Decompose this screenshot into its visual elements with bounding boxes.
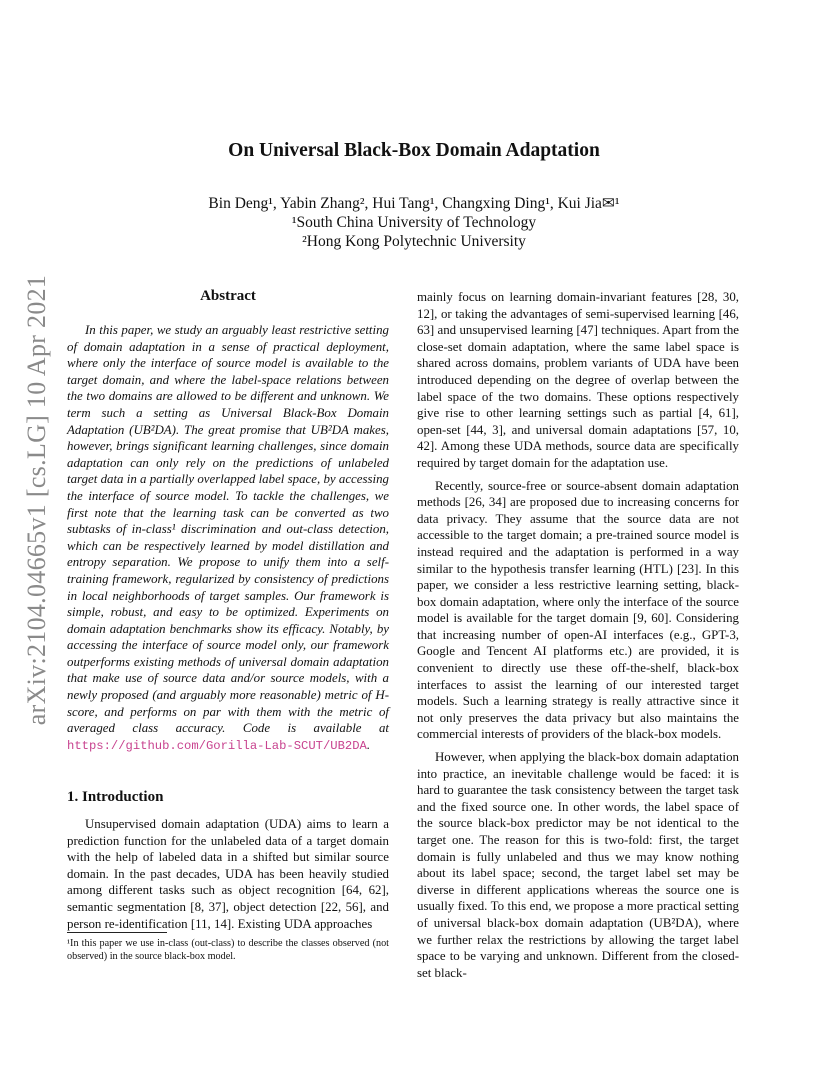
code-url-link[interactable]: https://github.com/Gorilla-Lab-SCUT/UB2DA [67,738,367,753]
abstract-text: In this paper, we study an arguably least restrictive setting of domain adaptation in a sense of practical deployment, where only the interface of source model is available to the target domain, and where the label-space relations between the two domains are allowed to be different and unknown. We term such a setting as Universal Black-Box Domain Adaptation (UB²DA). The great promise that UB²DA makes, however, brings significant learning challenges, since domain adaptation can only rely on the predictions of unlabeled target data in a partially overlapped label space, by accessing the interface of source model. To tackle the challenges, we first note that the learning task can be converted as two subtasks of in-class¹ discrimination and out-class detection, which can be respectively learned by model distillation and entropy separation. We propose to unify them into a self-training framework, regularized by consistency of predictions in local neighborhoods of target samples. Our framework is simple, robust, and easy to be optimized. Experiments on domain adaptation benchmarks show its efficacy. Notably, by accessing the interface of source model only, our framework outperforms existing methods of universal domain adaptation that make use of source data and/or source models, with a newly proposed (and arguably more reasonable) metric of H-score, and performs on par with them with the metric of averaged class accuracy. Code is available at [67,323,389,736]
affiliation-scut: ¹South China University of Technology [291,214,537,231]
intro-paragraph: Unsupervised domain adaptation (UDA) aims to learn a prediction function for the unlabeled data of a target domain with the help of labeled data in a shifted but similar source domain. In the past decades, UDA has been heavily studied among different tasks such as object recognition [64, 62], semantic segmentation [8, 37], object detection [22, 56], and person re-identification [11, 14]. Existing UDA approaches [67,817,389,931]
affiliation-polyu: ²Hong Kong Polytechnic University [302,233,526,250]
abstract-body: In this paper, we study an arguably least restrictive setting of domain adaptation in a sense of practical deployment, where only the interface of source model is available to the target domain, and where the label-space relations between the two domains are allowed to be different and unknown. We term such a setting as Universal Black-Box Domain Adaptation (UB²DA). The great promise that UB²DA makes, however, brings significant learning challenges, since domain adaptation can only rely on the predictions of unlabeled target data in a partially overlapped label space, by accessing the interface of source model. To tackle the challenges, we first note that the learning task can be converted as two subtasks of in-class¹ discrimination and out-class detection, which can be respectively learned by model distillation and entropy separation. We propose to unify them into a self-training framework, regularized by consistency of predictions in local neighborhoods of target samples. Our framework is simple, robust, and easy to be optimized. Experiments on domain adaptation benchmarks show its efficacy. Notably, by accessing the interface of source model only, our framework outperforms existing methods of universal domain adaptation that make use of source data and/or source models, with a newly proposed (and arguably more reasonable) metric of H-score, and performs on par with them with the metric of averaged class accuracy. Code is available at https://github.com/Gorilla-Lab-SCUT/UB2DA. [67,323,389,753]
abstract-heading: Abstract [200,288,256,304]
arxiv-identifier-text: arXiv:2104.04665v1 [cs.LG] 10 Apr 2021 [22,274,51,726]
right-paragraph-3: However, when applying the black-box domain adaptation into practice, an inevitable challenge would be faced: it is hard to guarantee the task consistency between the target task and the fixed source one. In other words, the label space of the source black-box predictor may be not identical to the target one. The reason for this is two-fold: first, the target domain is fully unlabeled and thus we may know nothing about its label space; second, the target label set may be diverse in different applications whereas the source one is usually fixed. To this end, we propose a more practical setting of universal black-box domain adaptation (UB²DA), where we further relax the restrictions by allowing the target label space to be varying and unknown. Different from the closed-set black- [417,750,739,980]
section-heading-introduction: 1. Introduction [67,789,164,805]
right-paragraph-2: Recently, source-free or source-absent domain adaptation methods [26, 34] are proposed due to increasing concerns for data privacy. They assume that the source data are not accessible to the target domain; a pre-trained source model is instead required and the adaptation is performed in a way similar to the hypothesis transfer learning (HTL) [23]. In this paper, we consider a less restrictive learning setting, black-box domain adaptation, where only the interface of the source model is available for the target domain [9, 60]. Considering that increasing number of open-AI interfaces (e.g., GPT-3, Google and Tencent AI platforms etc.) are provided, it is convenient to directly use these off-the-shelf, black-box interfaces to assist the learning of our interested target models. Such a learning strategy is really attractive since it not only preserves the data privacy but also maintains the commercial interests of providers of the black-box models. [417,478,739,742]
intro-right-column [417,289,739,987]
paper-title: On Universal Black-Box Domain Adaptation [228,140,600,161]
footnote-divider [67,932,167,933]
intro-left-column [67,816,389,932]
author-list: Bin Deng¹, Yabin Zhang², Hui Tang¹, Changxing Ding¹, Kui Jia✉¹ [208,195,620,212]
right-paragraph-1: mainly focus on learning domain-invariant features [28, 30, 12], or taking the advantages of semi-supervised learning [46, 63] and unsupervised learning [47] techniques. Apart from the close-set domain adaptation, where the same label space is shared across domains, problem variants of UDA have been introduced depending on the degree of overlap between the label space of the two domains. These options respectively give rise to other learning settings such as partial [4, 61], open-set [44, 3], and universal domain adaptations [57, 10, 42]. Among these UDA methods, source data are specifically required by target domain for the adaptation use. [417,290,739,470]
arxiv-identifier-stamp [22,274,52,726]
footnote: ¹In this paper we use in-class (out-class) to describe the classes observed (not observed) in the source black-box model. [67,938,389,963]
author-block [0,194,828,251]
